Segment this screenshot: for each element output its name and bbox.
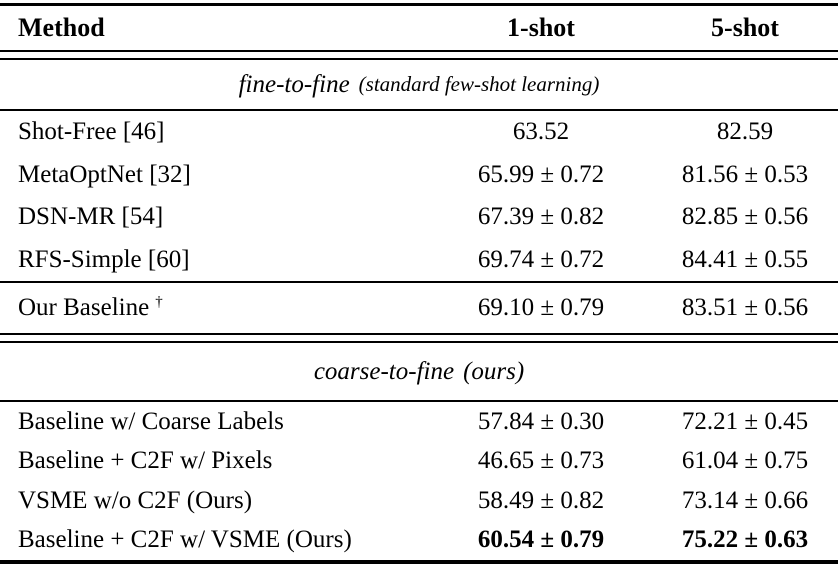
five-shot-cell: 61.04 ± 0.75 [681,447,809,475]
table-row-baseline-c2f-vsme [0,521,838,561]
table-row-shot-free [0,111,838,154]
one-shot-cell: 65.99 ± 0.72 [477,160,605,188]
five-shot-cell: 81.56 ± 0.53 [681,160,809,188]
five-shot-cell: 82.59 [716,118,774,146]
method-cell: RFS-Simple [60] [18,245,190,273]
section-header-coarse-to-fine [0,343,838,400]
method-cell: Baseline w/ Coarse Labels [18,407,284,435]
table-bottom-rule [0,560,838,564]
one-shot-cell: 58.49 ± 0.82 [477,486,605,514]
method-cell [0,294,430,322]
coarse-to-fine-rows [0,402,838,560]
five-shot-cell: 83.51 ± 0.56 [681,294,809,321]
method-cell: DSN-MR [54] [18,203,164,231]
dagger-superscript: † [155,293,163,310]
section-title: coarse-to-fine [313,357,455,385]
header-double-rule [0,50,838,60]
table-row-baseline-coarse-labels [0,402,838,442]
section-header-fine-to-fine [0,60,838,109]
table-row-our-baseline [0,283,838,333]
method-label: Our Baseline [18,294,150,321]
table-row-vsme-no-c2f [0,481,838,521]
one-shot-cell: 69.74 ± 0.72 [477,245,605,273]
one-shot-cell: 57.84 ± 0.30 [477,407,605,435]
table-header-row [0,6,838,50]
section-note: (standard few-shot learning) [358,72,600,96]
method-cell: Baseline + C2F w/ Pixels [18,447,273,475]
five-shot-cell: 72.21 ± 0.45 [681,407,809,435]
table-row-rfs-simple [0,239,838,282]
column-header-method: Method [18,13,105,42]
five-shot-cell: 84.41 ± 0.55 [681,245,809,273]
one-shot-cell: 67.39 ± 0.82 [477,203,605,231]
table-row-baseline-c2f-pixels [0,442,838,482]
column-header-1shot: 1-shot [507,13,575,42]
five-shot-cell: 73.14 ± 0.66 [681,486,809,514]
fine-to-fine-rows [0,111,838,281]
column-header-5shot: 5-shot [711,13,779,42]
method-cell: MetaOptNet [32] [18,160,191,188]
table-row-metaoptnet [0,154,838,197]
one-shot-cell: 69.10 ± 0.79 [477,294,605,321]
method-cell: VSME w/o C2F (Ours) [18,486,253,514]
mid-double-rule [0,333,838,343]
method-cell: Shot-Free [46] [18,118,165,146]
one-shot-cell: 63.52 [512,118,570,146]
section-note: (ours) [463,357,525,385]
one-shot-cell: 46.65 ± 0.73 [477,447,605,475]
section-title: fine-to-fine [238,70,350,98]
method-cell: Baseline + C2F w/ VSME (Ours) [18,526,352,554]
five-shot-cell-best: 75.22 ± 0.63 [681,526,809,554]
table-row-dsn-mr [0,196,838,239]
five-shot-cell: 82.85 ± 0.56 [681,203,809,231]
one-shot-cell-best: 60.54 ± 0.79 [477,526,605,554]
